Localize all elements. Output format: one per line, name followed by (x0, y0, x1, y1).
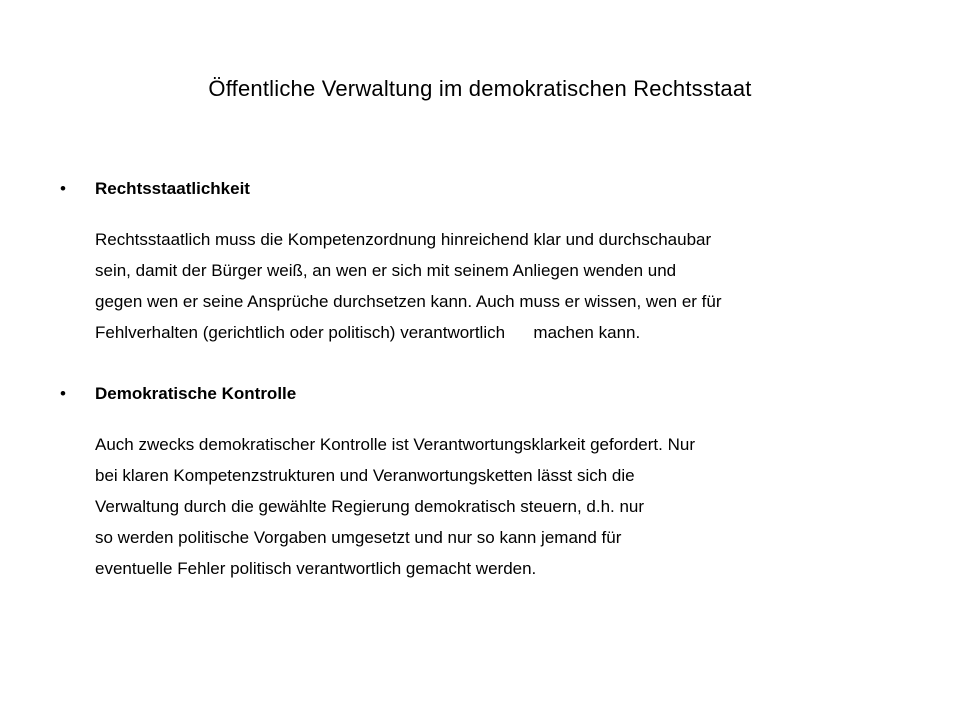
section-demokratische-kontrolle (0, 381, 960, 578)
section-body (95, 224, 915, 348)
body-line: Fehlverhalten (gerichtlich oder politisch) verantwortlich machen kann. (95, 323, 641, 342)
section-rechtsstaatlichkeit (0, 176, 960, 342)
section-heading: Rechtsstaatlichkeit (95, 179, 250, 198)
body-line: sein, damit der Bürger weiß, an wen er sich mit seinem Anliegen wenden und (95, 261, 677, 280)
body-line: Verwaltung durch die gewählte Regierung demokratisch steuern, d.h. nur (95, 497, 645, 516)
bullet-icon: • (60, 384, 66, 403)
bullet-icon: • (60, 179, 66, 198)
body-line: Auch zwecks demokratischer Kontrolle ist Verantwortungsklarkeit gefordert. Nur (95, 435, 695, 454)
body-line: bei klaren Kompetenzstrukturen und Veranwortungsketten lässt sich die (95, 466, 635, 485)
section-heading: Demokratische Kontrolle (95, 384, 297, 403)
bullet-row (0, 381, 960, 407)
body-line: gegen wen er seine Ansprüche durchsetzen kann. Auch muss er wissen, wen er für (95, 292, 722, 311)
section-body (95, 429, 915, 584)
body-line: so werden politische Vorgaben umgesetzt und nur so kann jemand für (95, 528, 622, 547)
slide-title: Öffentliche Verwaltung im demokratischen Rechtsstaat (208, 76, 752, 101)
body-line: Rechtsstaatlich muss die Kompetenzordnung hinreichend klar und durchschaubar (95, 230, 712, 249)
bullet-row (0, 176, 960, 202)
body-line: eventuelle Fehler politisch verantwortlich gemacht werden. (95, 559, 537, 578)
